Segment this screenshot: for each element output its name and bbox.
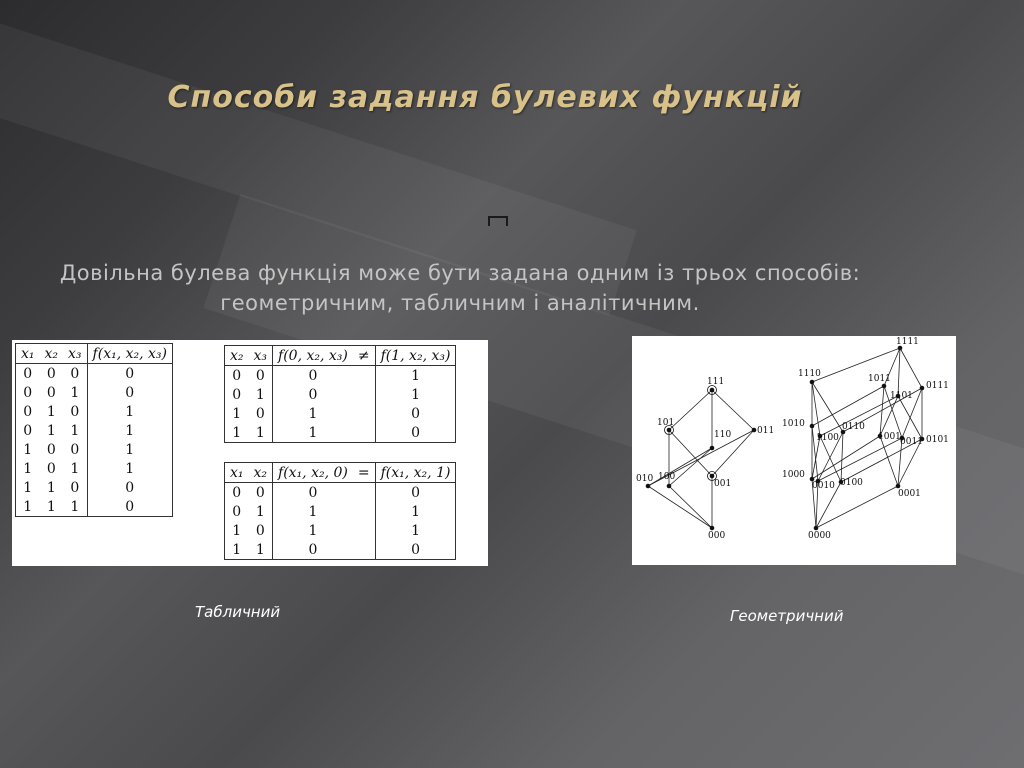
hypercube-edge [900,348,922,388]
table-header-cell: ≠ [353,346,375,366]
truth-tables-image [12,340,488,566]
vertex-label: 0100 [840,478,863,488]
table-cell: 0 [23,422,33,439]
table-row [16,478,172,497]
table-cell: 1 [70,422,80,439]
table-cell: 1 [46,498,56,515]
vertex-label: 1001 [878,432,901,442]
table-row [16,364,172,384]
vertex-label: 1111 [896,337,919,347]
table-cell: 1 [255,386,265,403]
caption-tabular: Табличний [195,603,281,621]
table-cell: 1 [375,366,455,386]
table-row [225,404,455,423]
geometric-cubes-image [632,336,956,565]
table-cell: 1 [87,440,172,459]
table-cell: 0 [273,385,353,404]
table-row [225,521,455,540]
vertex-label: 1010 [782,419,805,429]
table-cell: 0 [87,364,172,384]
hypercube-vertex [810,424,815,429]
hypercube-vertex [814,526,819,531]
table-cell: 1 [255,503,265,520]
vertex-label: 1110 [798,369,821,379]
vertex-label: 1100 [816,433,839,443]
table-cell: 1 [273,502,353,521]
table-cell [353,366,375,386]
table-cell: 1 [87,421,172,440]
table-header-cell: f(x₁, x₂, 1) [375,463,455,483]
vertex-label: 110 [714,430,732,440]
table-row [225,502,455,521]
table-row [16,497,172,516]
table-cell: 0 [375,423,455,442]
table-row [225,423,455,442]
truth-table-split-x3 [224,462,456,560]
table-cell: 1 [232,405,242,422]
hypercube-vertex [810,380,815,385]
table-cell: 0 [46,384,56,401]
slide-title: Способи задання булевих функцій [167,80,803,115]
table-cell: 0 [46,460,56,477]
table-cell: 0 [232,484,242,501]
table-cell: 0 [232,386,242,403]
table-cell: 1 [273,404,353,423]
table-header-cell: f(x₁, x₂, x₃) [87,344,172,364]
hypercube-vertex [752,428,757,433]
hypercube-edge [669,430,712,476]
hypercube-edge [669,486,712,528]
hypercube-edge [812,386,884,426]
vertex-label: 000 [708,531,726,541]
table-cell: 1 [232,541,242,558]
hypercube-edge [712,390,754,430]
table-row [16,459,172,478]
table-cell: 0 [255,484,265,501]
table-row [225,366,455,386]
table-cell [353,404,375,423]
slide-body-text: Довільна булева функція може бути задана одним із трьох способів: геометричним, табличним і аналітичним. [59,261,861,315]
vertex-label: 1011 [868,374,891,384]
table-cell: 0 [87,497,172,516]
truth-table-main [15,343,173,517]
vertex-label: 001 [714,479,732,489]
table-header-cell: x₃ [249,346,273,366]
table-row [16,421,172,440]
table-cell: 1 [87,459,172,478]
table-row [16,383,172,402]
truth-table-split-x1 [224,345,456,443]
table-cell: 1 [273,423,353,442]
table-header-cell: x₂ [40,344,64,364]
table-cell: 1 [23,479,33,496]
table-cell: 0 [70,479,80,496]
table-cell: 1 [375,502,455,521]
vertex-label: 0110 [842,422,865,432]
table-cell: 0 [46,441,56,458]
table-cell: 1 [232,424,242,441]
table-cell [353,483,375,503]
hypercube-edge [898,348,900,396]
title-divider-ornament [488,216,508,226]
table-cell: 1 [23,460,33,477]
table-row [225,540,455,559]
vertex-label: 1101 [890,391,913,401]
hypercube-vertex [710,446,715,451]
table-cell: 0 [273,366,353,386]
table-cell [353,502,375,521]
table-header-cell: x₁ [16,344,40,364]
hypercube-vertex [896,484,901,489]
table-cell: 0 [23,365,33,382]
table-cell [353,423,375,442]
table-header-cell: x₂ [249,463,273,483]
hypercube-diagram [632,336,956,565]
table-header-cell: f(0, x₂, x₃) [273,346,353,366]
table-cell: 0 [23,403,33,420]
hypercube-edge [812,382,843,432]
table-cell: 0 [70,403,80,420]
hypercube-vertex [920,386,925,391]
table-cell: 1 [46,479,56,496]
table-row [225,385,455,404]
table-cell: 1 [375,521,455,540]
vertex-label: 0001 [898,489,921,499]
vertex-label: 010 [636,474,654,484]
table-header-cell: = [353,463,375,483]
table-header-cell: x₂ [225,346,249,366]
table-cell: 0 [375,483,455,503]
table-cell: 0 [232,367,242,384]
hypercube-edge [669,390,712,430]
table-cell: 0 [46,365,56,382]
table-cell: 1 [23,498,33,515]
table-row [16,402,172,421]
table-header-cell: x₁ [225,463,249,483]
table-header-cell: f(x₁, x₂, 0) [273,463,353,483]
hypercube-edge [648,486,712,528]
table-cell: 0 [255,405,265,422]
table-cell: 0 [255,367,265,384]
table-cell: 0 [375,404,455,423]
table-cell [353,540,375,559]
vertex-label: 0000 [808,531,831,541]
table-header-cell: x₃ [63,344,87,364]
table-cell: 1 [70,498,80,515]
table-cell: 1 [87,402,172,421]
table-cell: 1 [255,541,265,558]
table-cell: 1 [70,460,80,477]
vertex-label: 100 [658,472,676,482]
table-cell: 1 [255,424,265,441]
vertex-label: 0010 [812,481,835,491]
table-cell: 1 [273,521,353,540]
vertex-label: 0101 [926,435,949,445]
vertex-label: 011 [757,426,775,436]
table-cell: 0 [70,365,80,382]
hypercube-vertex [667,484,672,489]
table-cell: 1 [375,385,455,404]
vertex-label: 111 [707,377,725,387]
table-cell: 1 [46,403,56,420]
table-cell [353,521,375,540]
table-cell: 0 [87,478,172,497]
hypercube-vertex [710,526,715,531]
table-row [16,440,172,459]
hypercube-vertex [646,484,651,489]
table-cell: 0 [70,441,80,458]
table-cell: 0 [273,483,353,503]
table-cell: 1 [23,441,33,458]
hypercube-edge [669,448,712,486]
table-header-cell: f(1, x₂, x₃) [375,346,455,366]
vertex-label: 0111 [926,381,949,391]
table-cell: 0 [273,540,353,559]
table-row [225,483,455,503]
vertex-label: 101 [657,418,675,428]
hypercube-vertex [710,474,715,479]
hypercube-vertex [667,428,672,433]
hypercube-edge [841,432,843,482]
table-cell: 0 [232,503,242,520]
table-cell: 0 [87,383,172,402]
table-cell: 1 [46,422,56,439]
table-cell: 0 [23,384,33,401]
table-cell: 0 [255,522,265,539]
vertex-label: 1000 [782,470,805,480]
hypercube-vertex [882,384,887,389]
caption-geometric: Геометричний [730,607,844,625]
hypercube-edge [880,436,898,486]
table-cell: 1 [70,384,80,401]
hypercube-edge [816,486,898,528]
table-cell [353,385,375,404]
table-cell: 0 [375,540,455,559]
vertex-label: 0011 [900,437,923,447]
table-cell: 1 [232,522,242,539]
hypercube-vertex [710,388,715,393]
